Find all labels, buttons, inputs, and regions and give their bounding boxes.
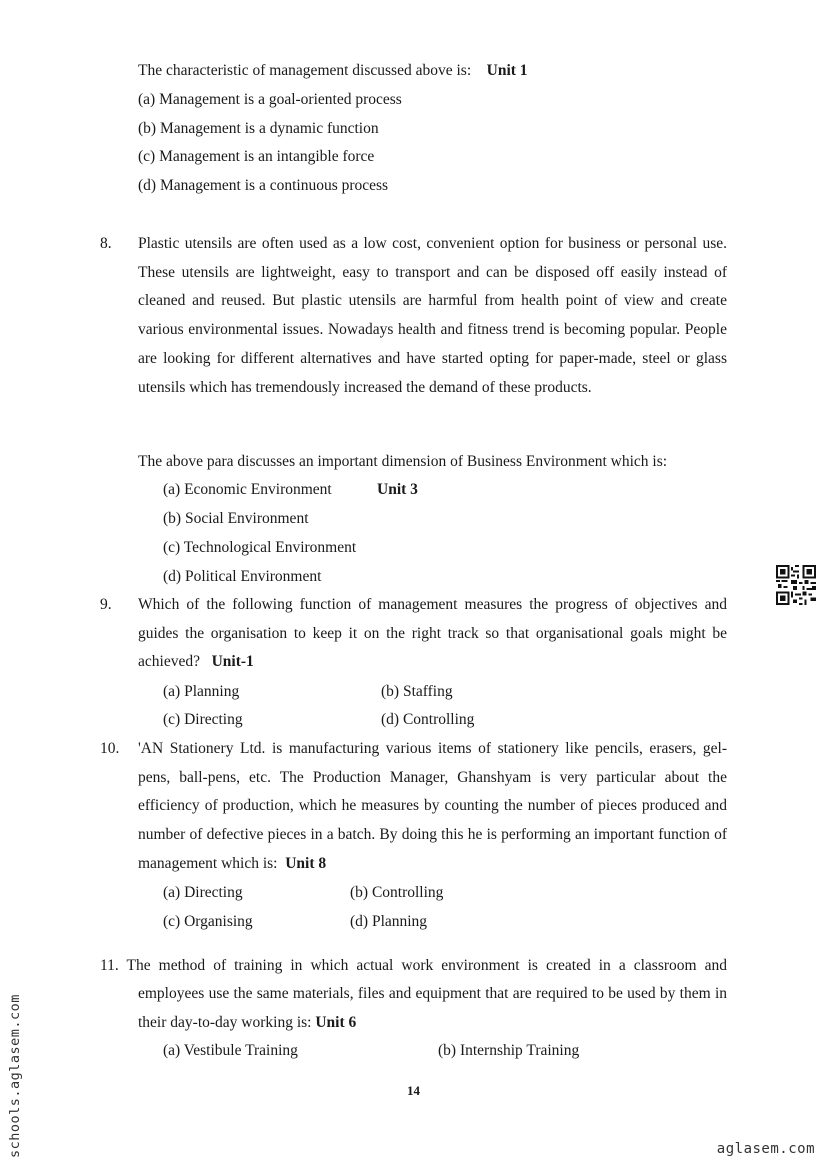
- q7-option-d: (d) Management is a continuous process: [138, 177, 389, 194]
- q11-text: employees use the same materials, files and equipment that are required to be used by them in their day-to-day working is: Unit 6: [138, 985, 727, 1031]
- q7-unit: Unit 1: [486, 62, 528, 79]
- q11-option-a: (a) Vestibule Training: [163, 1042, 298, 1059]
- q11-option-b: (b) Internship Training: [438, 1042, 580, 1059]
- q10-option-a: (a) Directing: [163, 884, 243, 901]
- q10-option-b: (b) Controlling: [350, 884, 444, 901]
- q9-option-c: (c) Directing: [163, 711, 243, 728]
- q10-number: 10.: [100, 740, 120, 757]
- q9-option-a: (a) Planning: [163, 683, 240, 700]
- watermark-left: schools.aglasem.com: [7, 994, 23, 1158]
- q10-unit: Unit 8: [285, 854, 327, 872]
- q7-option-a: (a) Management is a goal-oriented process: [138, 91, 402, 108]
- q7-option-b: (b) Management is a dynamic function: [138, 120, 379, 137]
- q8-unit: Unit 3: [377, 481, 418, 498]
- q7-option-c: (c) Management is an intangible force: [138, 148, 375, 165]
- page-number: 14: [407, 1083, 420, 1098]
- q8-option-b: (b) Social Environment: [163, 510, 309, 527]
- q9-option-b: (b) Staffing: [381, 683, 453, 700]
- q8-option-c: (c) Technological Environment: [163, 539, 357, 556]
- q8-passage: Plastic utensils are often used as a low cost, convenient option for business or personal use. These utensils are lightweight, easy to transport and can be disposed off easily instead of cleaned and reused. But plastic utensils are harmful from health point of view and create various environmental issues. Nowadays health and fitness trend is becoming popular. People are looking for different alternatives and have started opting for paper-made, steel or glass utensils which has tremendously increased the demand of these products.: [138, 235, 727, 396]
- q8-option-a: (a) Economic Environment Unit 3: [163, 481, 418, 498]
- q11-first-line: 11. The method of training in which actual work environment is created in a classroom and: [100, 957, 727, 974]
- q9-option-d: (d) Controlling: [381, 711, 475, 728]
- q8-stem: The above para discusses an important dimension of Business Environment which is:: [138, 453, 668, 470]
- watermark-right: aglasem.com: [716, 1141, 815, 1157]
- q9-text: Which of the following function of management measures the progress of objectives and guides the organisation to keep it on the right track so that organisational goals might be achieved? Unit-1: [138, 596, 727, 671]
- qr-code-icon: [776, 565, 816, 605]
- q7-stem: The characteristic of management discussed above is: Unit 1: [138, 62, 528, 79]
- q10-option-d: (d) Planning: [350, 913, 428, 930]
- q9-unit: Unit-1: [211, 653, 254, 671]
- q8-option-d: (d) Political Environment: [163, 568, 322, 585]
- q8-number: 8.: [100, 235, 112, 252]
- q10-option-c: (c) Organising: [163, 913, 253, 930]
- q9-number: 9.: [100, 596, 112, 613]
- q11-unit: Unit 6: [315, 1013, 357, 1031]
- q10-text: 'AN Stationery Ltd. is manufacturing various items of stationery like pencils, erasers, gel-pens, ball-pens, etc. The Production Manager, Ghanshyam is very particular about the efficiency of production, which he measures by counting the number of pieces produced and number of defective pieces in a batch. By doing this he is performing an important function of management which is: Unit 8: [138, 740, 727, 872]
